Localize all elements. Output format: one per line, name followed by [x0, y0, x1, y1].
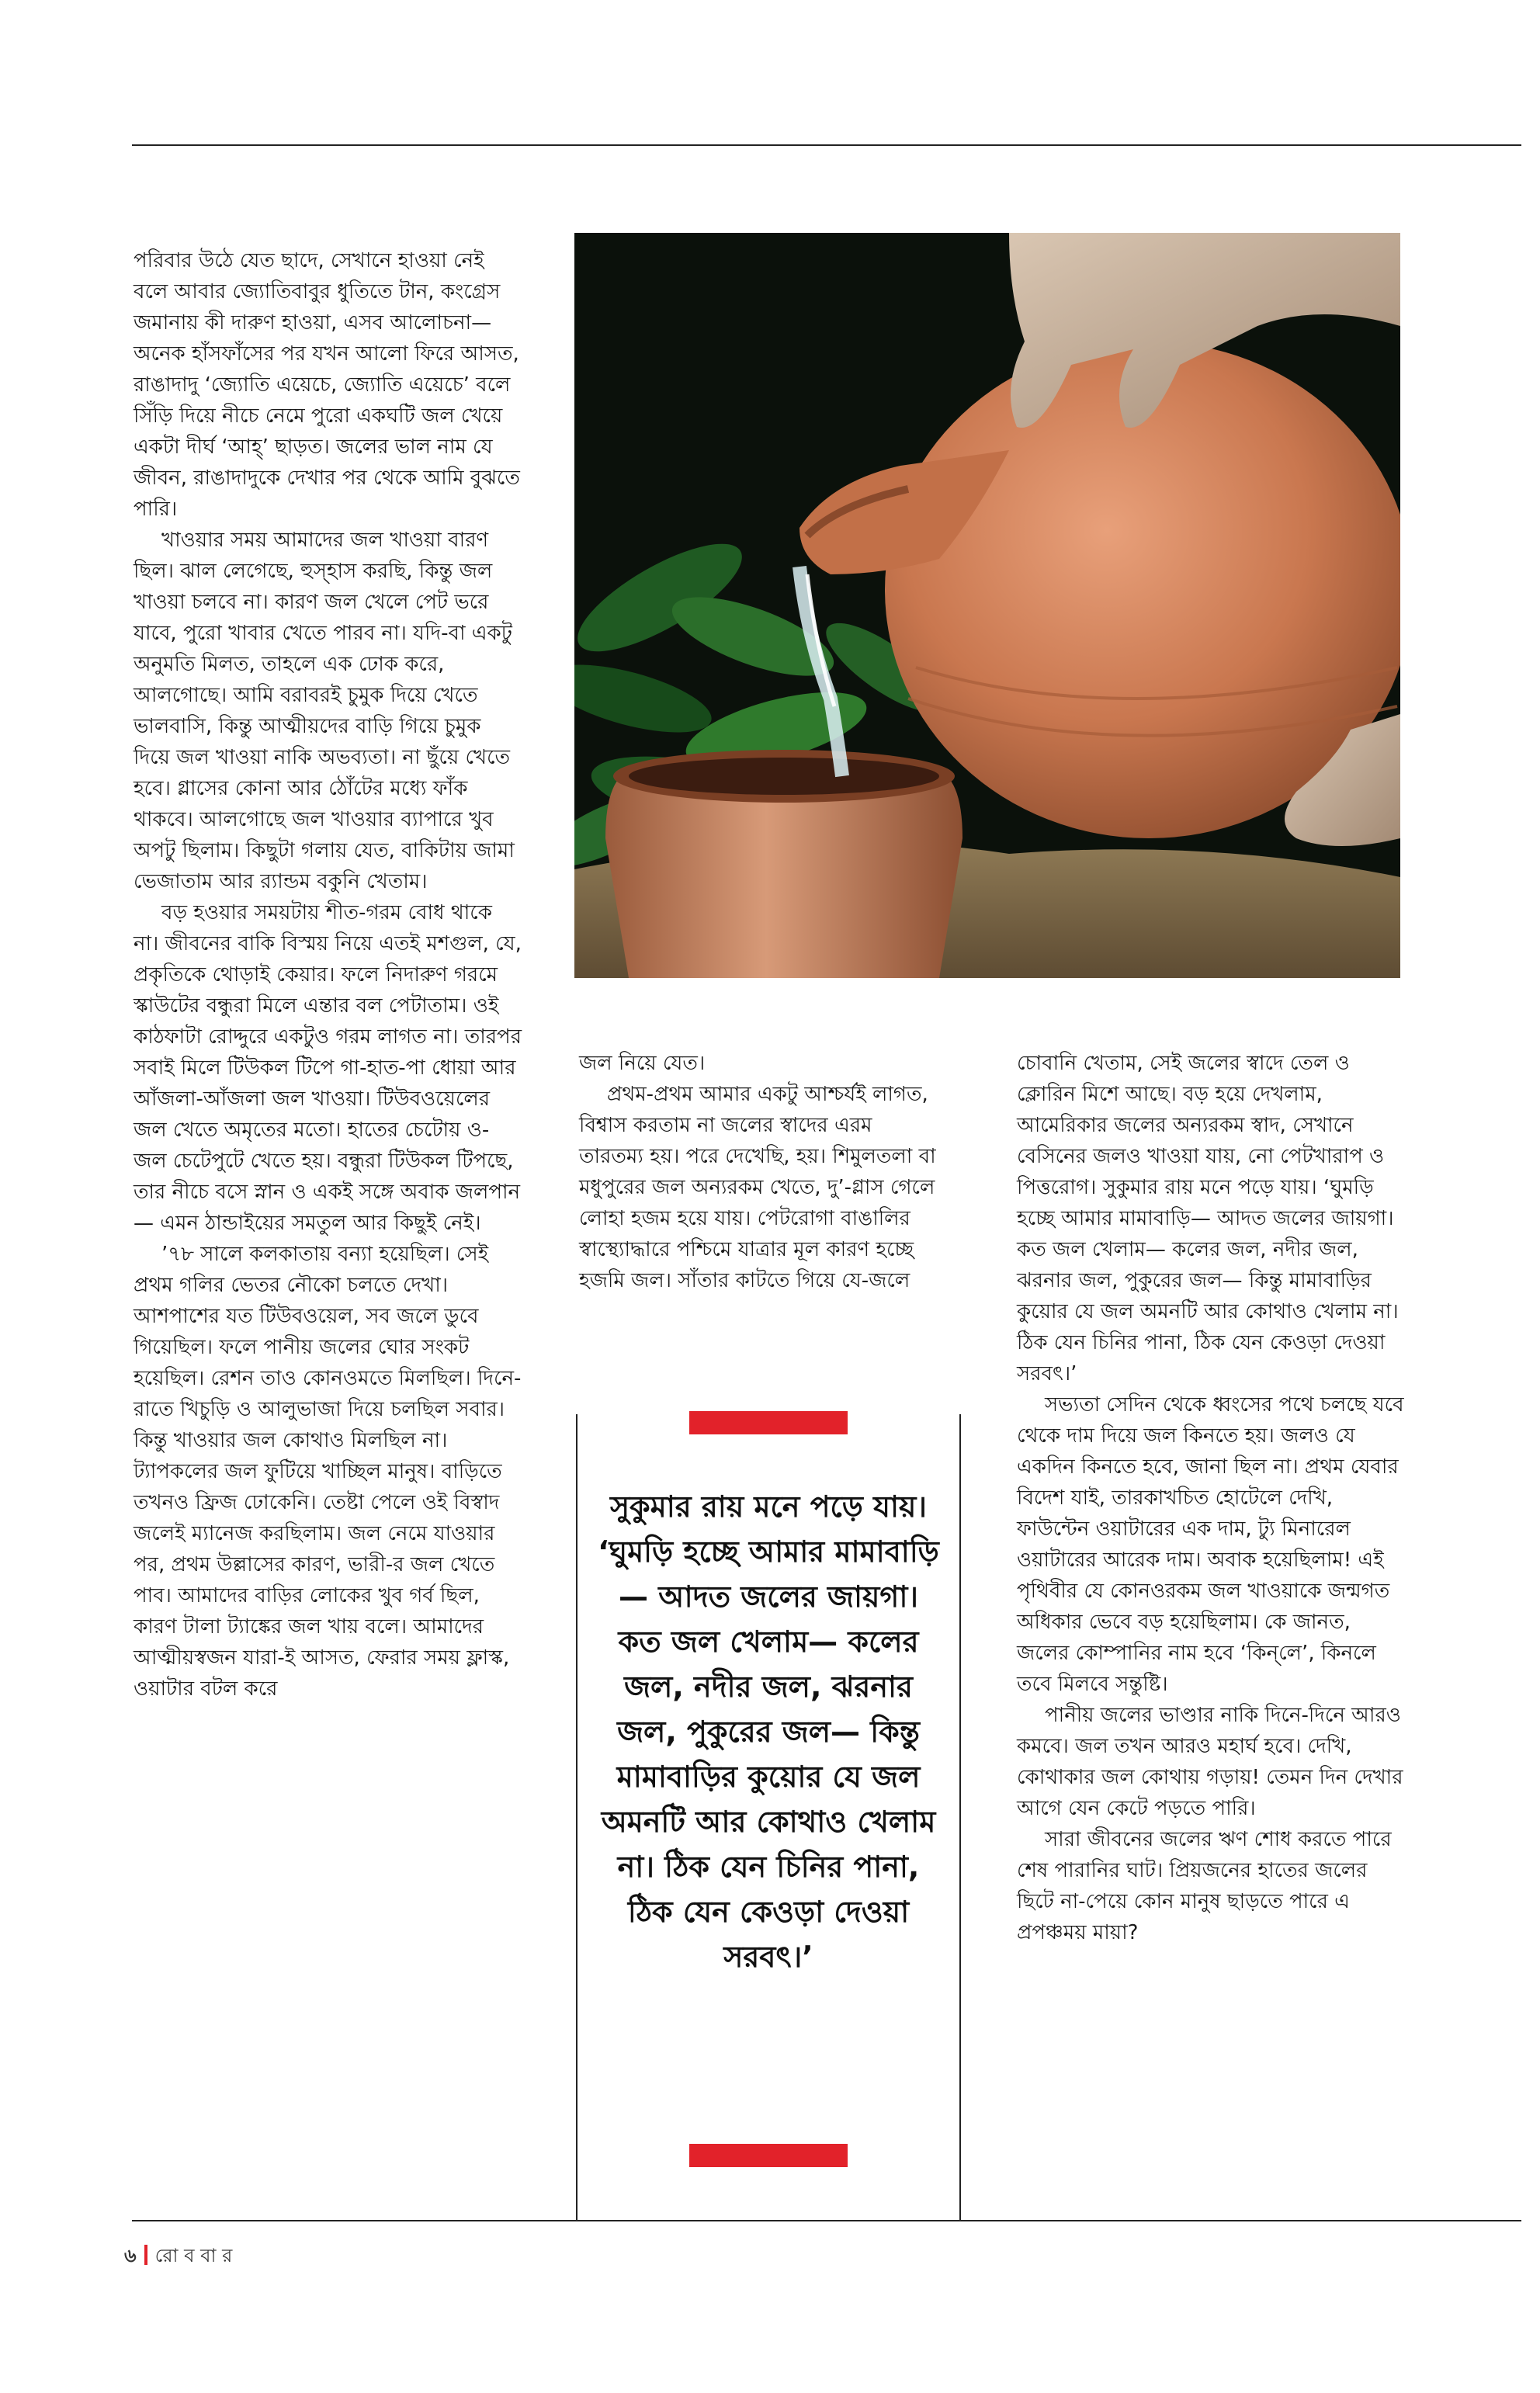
- col2-paragraph: জল নিয়ে যেত।: [579, 1052, 706, 1075]
- col1-paragraph: বড় হওয়ার সময়টায় শীত-গরম বোধ থাকে না। জীবনের বাকি বিস্ময় নিয়ে এতই মশগুল, যে, প্রকৃতিকে থোড়াই কেয়ার। ফলে নিদারুণ গরমে স্কাউটের বন্ধুরা মিলে এন্তার বল পেটাতাম। ওই কাঠফাটা রোদ্দুরে একটুও গরম লাগত না। তারপর সবাই মিলে টিউকল টিপে গা-হাত-পা ধোয়া আর আঁজলা-আঁজলা জল খাওয়া। টিউবওয়েলের জল খেতে অমৃতের মতো। হাতের চেটোয় ও-জল চেটেপুটে খেতে হয়। বন্ধুরা টিউকল টিপছে, তার নীচে বসে স্নান ও একই সঙ্গে অবাক জলপান— এমন ঠান্ডাইয়ের সমতুল আর কিছুই নেই।: [134, 901, 522, 1235]
- col3-paragraph: পানীয় জলের ভাণ্ডার নাকি দিনে-দিনে আরও কমবে। জল তখন আরও মহার্ঘ হবে। দেখি, কোথাকার জল কোথায় গড়ায়! তেমন দিন দেখার আগে যেন কেটে পড়তে পারি।: [1017, 1704, 1403, 1820]
- article-column-1: [134, 245, 522, 1705]
- pull-quote: সুকুমার রায় মনে পড়ে যায়। ‘ঘুমড়ি হচ্ছে আমার মামাবাড়ি— আদত জলের জায়গা। কত জল খেলাম— কলের জল, নদীর জল, ঝরনার জল, পুকুরের জল— কিন্তু মামাবাড়ির কুয়োর যে জল অমনটি আর কোথাও খেলাম না। ঠিক যেন চিনির পানা, ঠিক যেন কেওড়া দেওয়া সরবৎ।’: [598, 1490, 939, 1974]
- col2-paragraph: প্রথম-প্রথম আমার একটু আশ্চর্যই লাগত, বিশ্বাস করতাম না জলের স্বাদের এরম তারতম্য হয়। পরে দেখেছি, হয়। শিমুলতলা বা মধুপুরের জল অন্যরকম খেতে, দু’-গ্লাস গেলে লোহা হজম হয়ে যায়। পেটরোগা বাঙালির স্বাস্থ্যোদ্ধারে পশ্চিমে যাত্রার মূল কারণ হচ্ছে হজমি জল। সাঁতার কাটতে গিয়ে যে-জলে: [579, 1083, 936, 1292]
- col3-paragraph: সভ্যতা সেদিন থেকে ধ্বংসের পথে চলছে যবে থেকে দাম দিয়ে জল কিনতে হয়। জলও যে একদিন কিনতে হবে, জানা ছিল না। প্রথম যেবার বিদেশ যাই, তারকাখচিত হোটেলে দেখি, ফাউন্টেন ওয়াটারের এক দাম, ট্যু মিনারেল ওয়াটারের আরেক দাম। অবাক হয়েছিলাম! এই পৃথিবীর যে কোনওরকম জল খাওয়াকে জন্মগত অধিকার ভেবে বড় হয়েছিলাম। কে জানত, জলের কোম্পানির নাম হবে ‘কিন্‌লে’, কিনলে তবে মিলবে সন্তুষ্টি।: [1017, 1393, 1404, 1696]
- col1-paragraph: পরিবার উঠে যেত ছাদে, সেখানে হাওয়া নেই বলে আবার জ্যোতিবাবুর ধুতিতে টান, কংগ্রেস জমানায় কী দারুণ হাওয়া, এসব আলোচনা— অনেক হাঁসফাঁসের পর যখন আলো ফিরে আসত, রাঙাদাদু ‘জ্যোতি এয়েচে, জ্যোতি এয়েচে’ বলে সিঁড়ি দিয়ে নীচে নেমে পুরো একঘটি জল খেয়ে একটা দীর্ঘ ‘আহ্’ ছাড়ত। জলের ভাল নাম যে জীবন, রাঙাদাদুকে দেখার পর থেকে আমি বুঝতে পারি।: [134, 249, 520, 521]
- col1-paragraph: ’৭৮ সালে কলকাতায় বন্যা হয়েছিল। সেই প্রথম গলির ভেতর নৌকো চলতে দেখা। আশপাশের যত টিউবওয়েল, সব জলে ডুবে গিয়েছিল। ফলে পানীয় জলের ঘোর সংকট হয়েছিল। রেশন তাও কোনওমতে মিলছিল। দিনে-রাতে খিচুড়ি ও আলুভাজা দিয়ে চলছিল সবার। কিন্তু খাওয়ার জল কোথাও মিলছিল না। ট্যাপকলের জল ফুটিয়ে খাচ্ছিল মানুষ। বাড়িতে তখনও ফ্রিজ ঢোকেনি। তেষ্টা পেলে ওই বিস্বাদ জলেই ম্যানেজ করছিলাম। জল নেমে যাওয়ার পর, প্রথম উল্লাসের কারণ, ভারী-র জল খেতে পাব। আমাদের বাড়ির লোকের খুব গর্ব ছিল, কারণ টালা ট্যাঙ্কের জল খায় বলে। আমাদের আত্মীয়স্বজন যারা-ই আসত, ফেরার সময় ফ্লাস্ক, ওয়াটার বটল করে: [134, 1243, 522, 1701]
- clay-cup: [605, 750, 962, 978]
- article-column-2: [579, 1048, 936, 1296]
- article-column-3: [1017, 1048, 1406, 1948]
- clay-pot-photo: [574, 233, 1400, 978]
- footer-separator: [144, 2245, 147, 2265]
- pull-quote-top-bar: [689, 1411, 848, 1434]
- page-number: ৬: [124, 2245, 137, 2266]
- col3-paragraph: চোবানি খেতাম, সেই জলের স্বাদে তেল ও ক্লোরিন মিশে আছে। বড় হয়ে দেখলাম, আমেরিকার জলের অন্যরকম স্বাদ, সেখানে বেসিনের জলও খাওয়া যায়, নো পেটখারাপ ও পিত্তরোগ। সুকুমার রায় মনে পড়ে যায়। ‘ঘুমড়ি হচ্ছে আমার মামাবাড়ি— আদত জলের জায়গা। কত জল খেলাম— কলের জল, নদীর জল, ঝরনার জল, পুকুরের জল— কিন্তু মামাবাড়ির কুয়োর যে জল অমনটি আর কোথাও খেলাম না। ঠিক যেন চিনির পানা, ঠিক যেন কেওড়া দেওয়া সরবৎ।’: [1017, 1052, 1399, 1386]
- section-name: রো ব বা র: [154, 2245, 233, 2266]
- pull-quote-bottom-bar: [689, 2144, 848, 2167]
- pull-quote-left-rule: [576, 1414, 578, 2221]
- col3-paragraph: সারা জীবনের জলের ঋণ শোধ করতে পারে শেষ পারানির ঘাট। প্রিয়জনের হাতের জলের ছিটে না-পেয়ে কোন মানুষ ছাড়তে পারে এ প্রপঞ্চময় মায়া?: [1017, 1828, 1392, 1944]
- bottom-rule: [132, 2220, 1521, 2221]
- top-rule: [132, 144, 1521, 146]
- col1-paragraph: খাওয়ার সময় আমাদের জল খাওয়া বারণ ছিল। ঝাল লেগেছে, হুস্‌হাস করছি, কিন্তু জল খাওয়া চলবে না। কারণ জল খেলে পেট ভরে যাবে, পুরো খাবার খেতে পারব না। যদি-বা একটু অনুমতি মিলত, তাহলে এক ঢোক করে, আলগোছে। আমি বরাবরই চুমুক দিয়ে খেতে ভালবাসি, কিন্তু আত্মীয়দের বাড়ি গিয়ে চুমুক দিয়ে জল খাওয়া নাকি অভব্যতা। না ছুঁয়ে খেতে হবে। গ্লাসের কোনা আর ঠোঁটের মধ্যে ফাঁক থাকবে। আলগোছে জল খাওয়ার ব্যাপারে খুব অপটু ছিলাম। কিছুটা গলায় যেত, বাকিটায় জামা ভেজাতাম আর র‍্যান্ডম বকুনি খেতাম।: [134, 529, 515, 893]
- page-footer: [124, 2242, 232, 2273]
- pull-quote-right-rule: [959, 1414, 961, 2221]
